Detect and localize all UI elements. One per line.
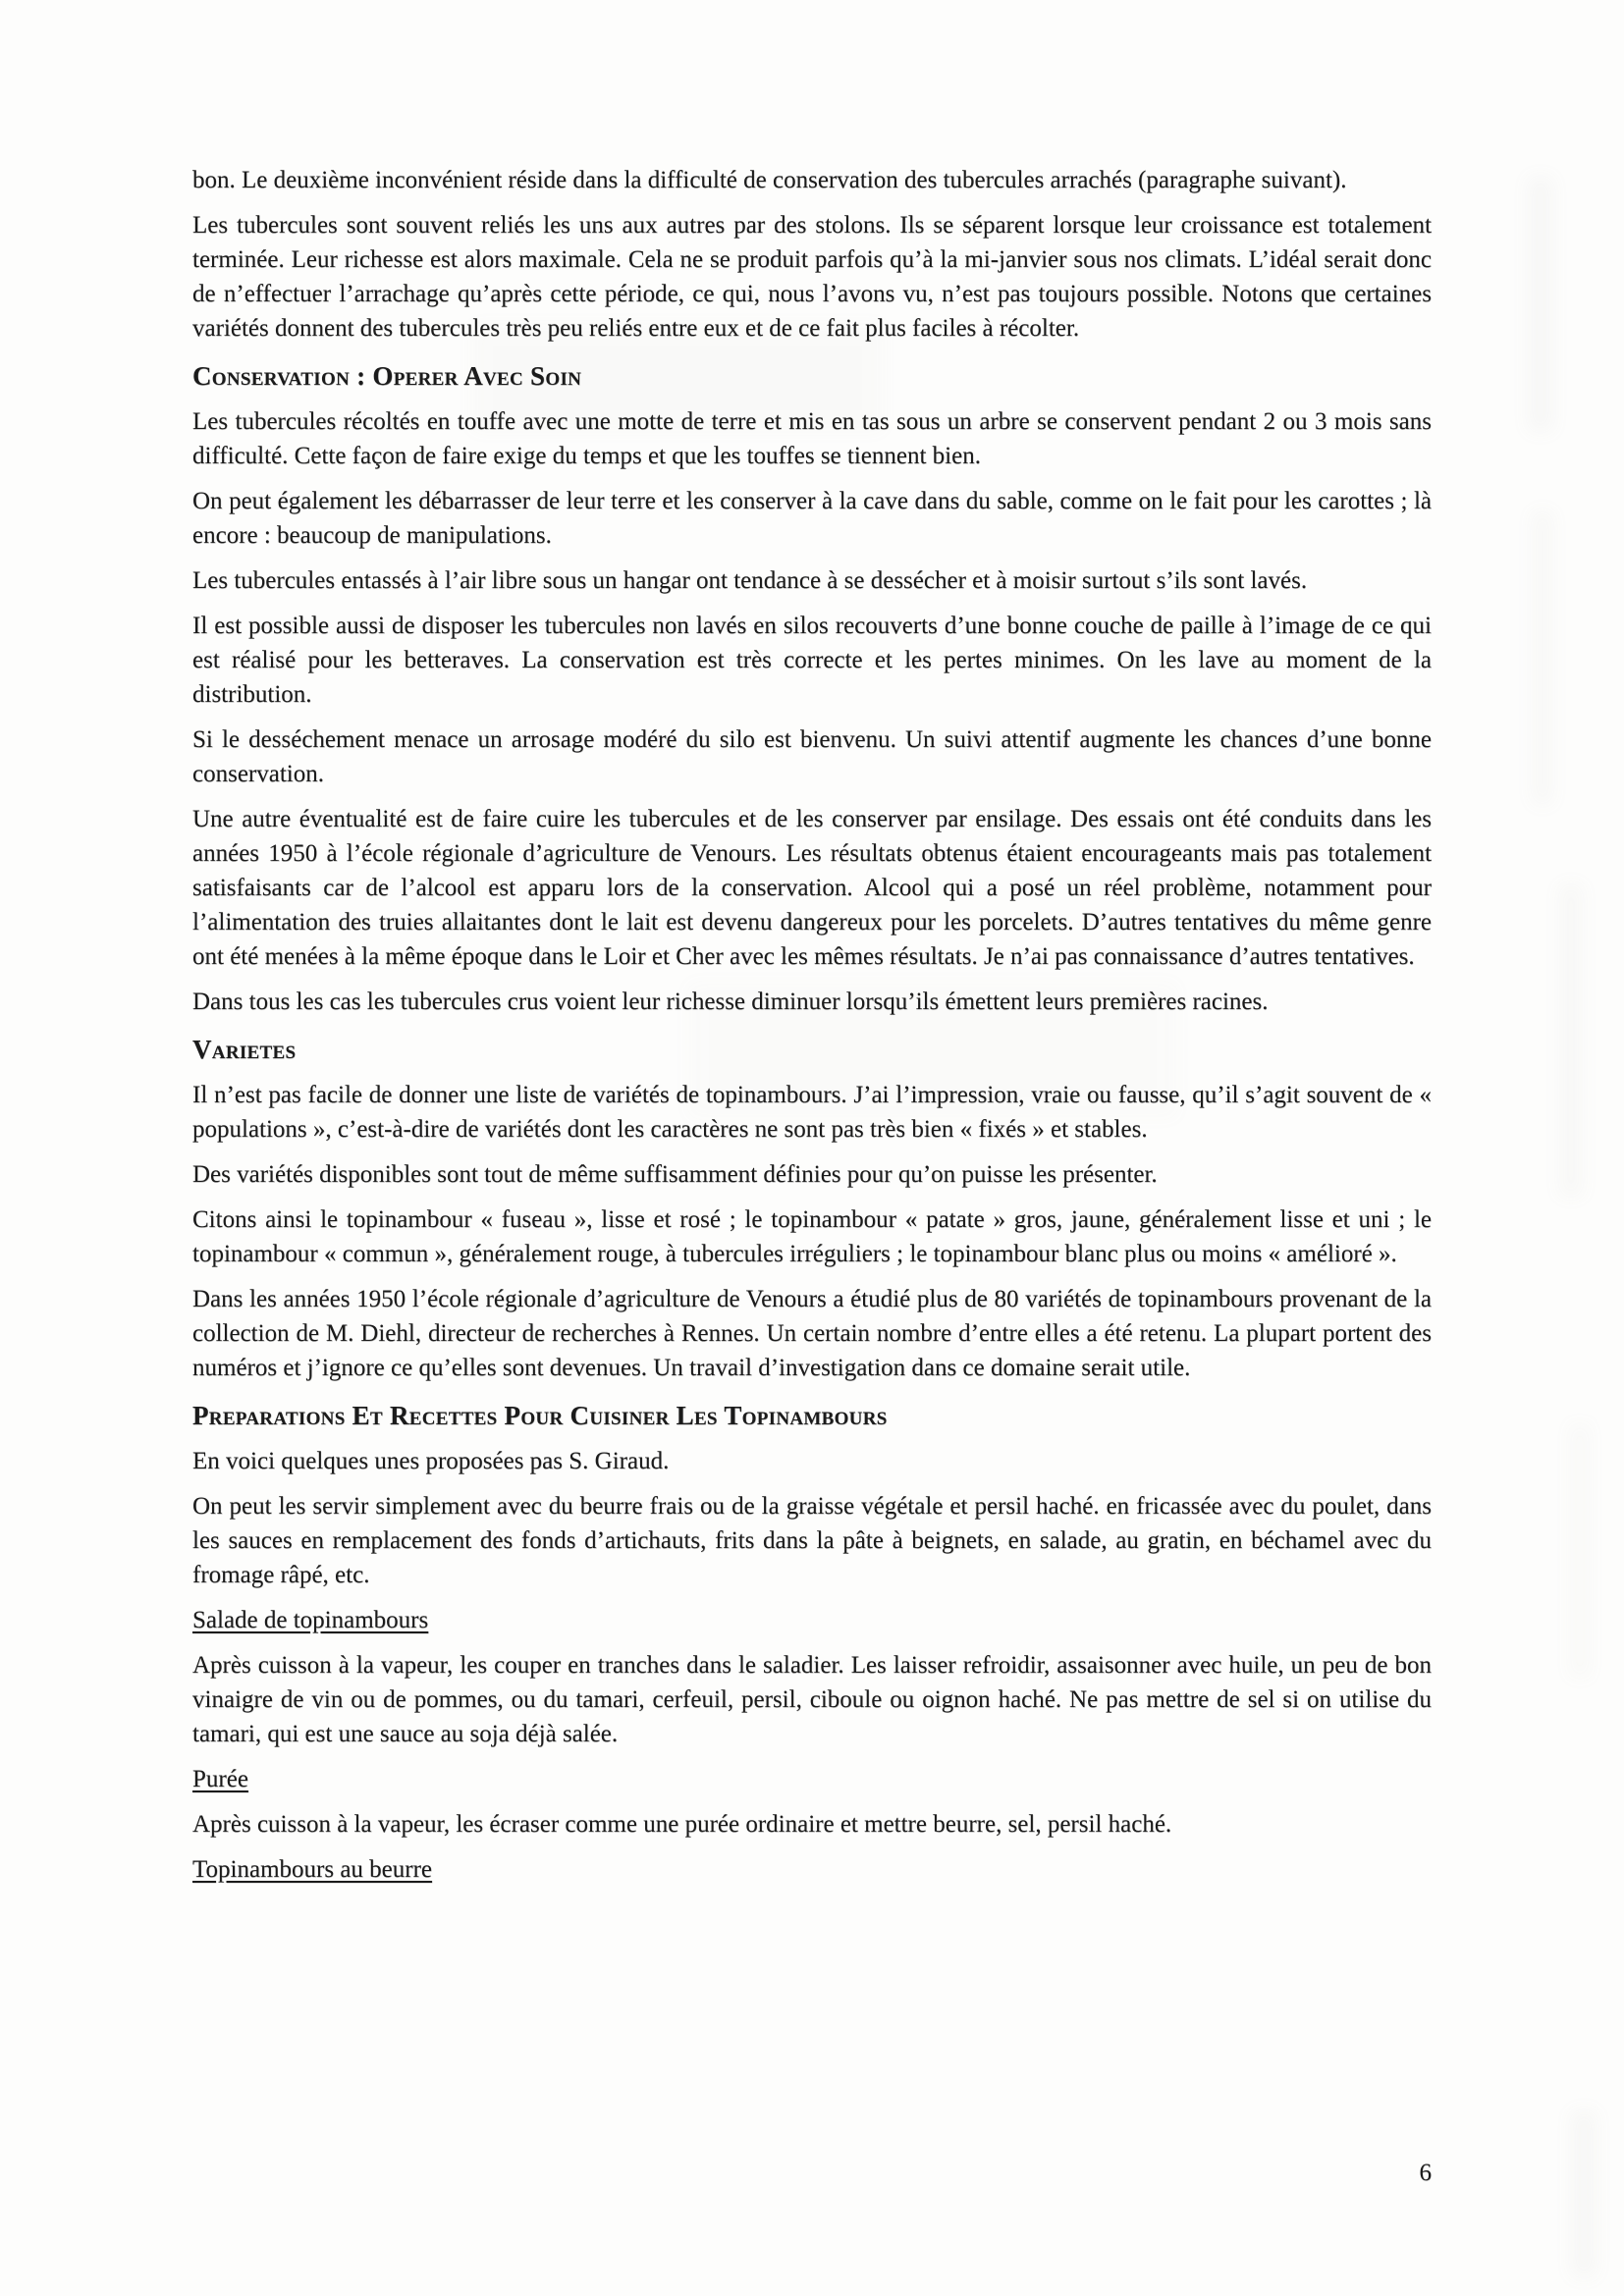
- recipe-heading-beurre: Topinambours au beurre: [192, 1856, 433, 1883]
- scan-artifact: [1569, 1423, 1591, 1679]
- paragraph-citons-varietes: Citons ainsi le topinambour « fuseau », lisse et rosé ; le topinambour « patate » gros, jaune, généralement lisse et uni ; le topinambour « commun », généralement rouge, à tubercules irréguliers ; le topinambour blanc plus ou moins « amélioré ».: [192, 1206, 1432, 1267]
- paragraph-salade-recette: Après cuisson à la vapeur, les couper en tranches dans le saladier. Les laisser refroidir, assaisonner avec huile, un peu de bon vinaigre de vin ou de pommes, ou du tamari, cerfeuil, persil, ciboule ou oignon haché. Ne pas mettre de sel si on utilise du tamari, qui est une sauce au soja déjà salée.: [192, 1652, 1432, 1747]
- section-heading-preparations: Preparations Et Recettes Pour Cuisiner Les Topinambours: [192, 1401, 888, 1430]
- section-heading-conservation: Conservation : Operer Avec Soin: [192, 361, 582, 391]
- recipe-heading-puree: Purée: [192, 1766, 248, 1792]
- paragraph-silos-paille: Il est possible aussi de disposer les tubercules non lavés en silos recouverts d’une bonne couche de paille à l’image de ce qui est réalisé pour les betteraves. La conservation est très correcte et les pertes minimes. On les lave au moment de la distribution.: [192, 613, 1432, 708]
- scan-artifact: [1528, 177, 1553, 432]
- paragraph-liste-varietes: Il n’est pas facile de donner une liste de variétés de topinambours. J’ai l’impression, vraie ou fausse, qu’il s’agit souvent de « populations », c’est-à-dire de variétés dont les caractères ne sont pas très bien « fixés » et stables.: [192, 1082, 1432, 1143]
- scan-artifact: [1559, 883, 1583, 1198]
- paragraph-richesse-racines: Dans tous les cas les tubercules crus voient leur richesse diminuer lorsqu’ils émettent leurs premières racines.: [192, 988, 1269, 1015]
- paragraph-intro: bon. Le deuxième inconvénient réside dans la difficulté de conservation des tubercules arrachés (paragraphe suivant).: [192, 167, 1347, 193]
- scan-artifact: [1571, 2110, 1597, 2277]
- paragraph-arrosage: Si le desséchement menace un arrosage modéré du silo est bienvenu. Un suivi attentif augmente les chances d’une bonne conservation.: [192, 726, 1432, 787]
- paragraph-servir: On peut les servir simplement avec du beurre frais ou de la graisse végétale et persil haché. en fricassée avec du poulet, dans les sauces en remplacement des fonds d’artichauts, frits dans la pâte à beignets, en salade, au gratin, en béchamel avec du fromage râpé, etc.: [192, 1493, 1432, 1588]
- page-number: 6: [1419, 2160, 1432, 2186]
- paragraph-hangar: Les tubercules entassés à l’air libre sous un hangar ont tendance à se dessécher et à moisir surtout s’ils sont lavés.: [192, 567, 1308, 594]
- text-column: [192, 163, 1432, 1897]
- paragraph-stolons: Les tubercules sont souvent reliés les uns aux autres par des stolons. Ils se séparent lorsque leur croissance est totalement terminée. Leur richesse est alors maximale. Cela ne se produit parfois qu’à la mi-janvier sous nos climats. L’idéal serait donc de n’effectuer l’arrachage qu’après cette période, ce qui, nous l’avons vu, n’est pas toujours possible. Notons que certaines variétés donnent des tubercules très peu reliés entre eux et de ce fait plus faciles à récolter.: [192, 212, 1432, 342]
- paragraph-varietes-definies: Des variétés disponibles sont tout de même suffisamment définies pour qu’on puisse les présenter.: [192, 1161, 1158, 1188]
- paragraph-giraud: En voici quelques unes proposées pas S. Giraud.: [192, 1448, 670, 1474]
- section-heading-varietes: Varietes: [192, 1035, 297, 1064]
- paragraph-puree-recette: Après cuisson à la vapeur, les écraser comme une purée ordinaire et mettre beurre, sel, persil haché.: [192, 1811, 1172, 1838]
- paragraph-cave-sable: On peut également les débarrasser de leur terre et les conserver à la cave dans du sable, comme on le fait pour les carottes ; là encore : beaucoup de manipulations.: [192, 488, 1432, 549]
- paragraph-venours-1950: Dans les années 1950 l’école régionale d’agriculture de Venours a étudié plus de 80 variétés de topinambours provenant de la collection de M. Diehl, directeur de recherches à Rennes. Un certain nombre d’entre elles a été retenu. La plupart portent des numéros et j’ignore ce qu’elles sont devenues. Un travail d’investigation dans ce domaine serait utile.: [192, 1286, 1432, 1381]
- recipe-heading-salade: Salade de topinambours: [192, 1607, 429, 1633]
- paragraph-recolte-touffe: Les tubercules récoltés en touffe avec une motte de terre et mis en tas sous un arbre se conservent pendant 2 ou 3 mois sans difficulté. Cette façon de faire exige du temps et que les touffes se tiennent bien.: [192, 408, 1432, 469]
- paragraph-ensilage: Une autre éventualité est de faire cuire les tubercules et de les conserver par ensilage. Des essais ont été conduits dans les années 1950 à l’école régionale d’agriculture de Venours. Les résultats obtenus étaient encourageants mais pas totalement satisfaisants car de l’alcool est apparu lors de la conservation. Alcool qui a posé un réel problème, notamment pour l’alimentation des truies allaitantes dont le lait est devenu dangereux pour les porcelets. D’autres tentatives du même genre ont été menées à la même époque dans le Loir et Cher avec les mêmes résultats. Je n’ai pas connaissance d’autres tentatives.: [192, 806, 1432, 970]
- scan-artifact: [1532, 510, 1553, 805]
